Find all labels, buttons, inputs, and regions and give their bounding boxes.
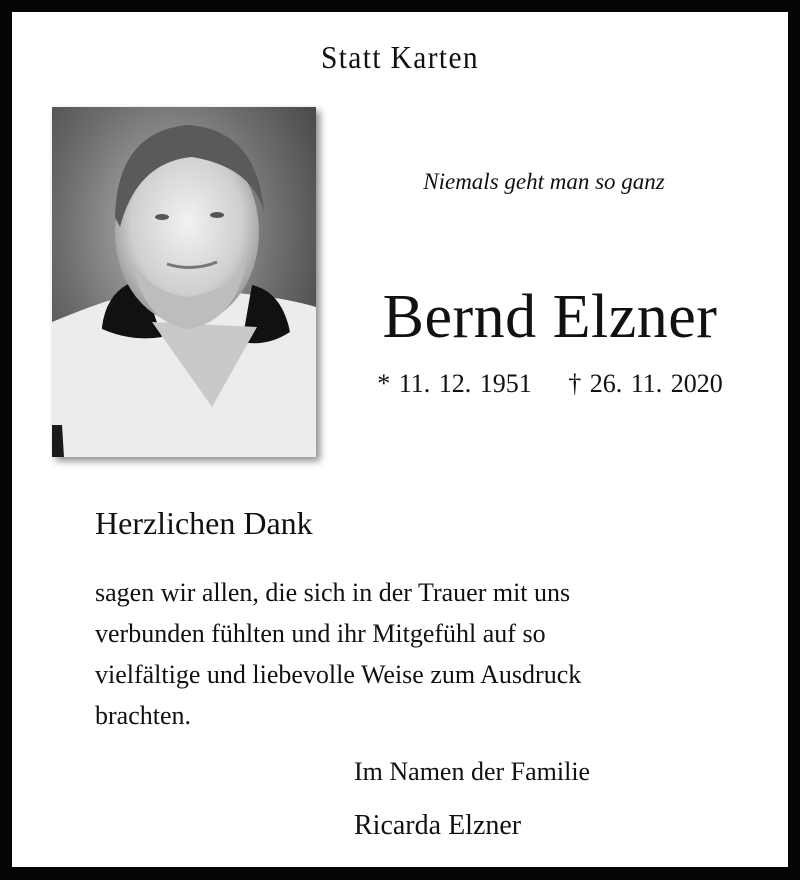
birth-date: * 11. 12. 1951: [377, 369, 532, 398]
portrait-photo: [52, 107, 316, 457]
life-dates: [352, 369, 748, 399]
signature-intro: Im Namen der Familie: [354, 757, 591, 786]
motto-quote: Niemals geht man so ganz: [423, 169, 665, 194]
death-date: † 26. 11. 2020: [568, 369, 723, 398]
thanks-line: vielfältige und liebevolle Weise zum Ausdruck: [95, 660, 582, 689]
obituary-card: [12, 12, 788, 867]
header-title: Statt Karten: [320, 39, 479, 75]
deceased-name: Bernd Elzner: [382, 283, 718, 351]
thanks-message: [95, 572, 735, 736]
thanks-line: verbunden fühlten und ihr Mitgefühl auf so: [95, 619, 546, 648]
thanks-line: brachten.: [95, 701, 192, 730]
portrait-image: [52, 107, 316, 457]
thanks-line: sagen wir allen, die sich in der Trauer mit uns: [95, 578, 571, 607]
thanks-heading: Herzlichen Dank: [95, 505, 313, 541]
signature-name: Ricarda Elzner: [354, 810, 522, 841]
